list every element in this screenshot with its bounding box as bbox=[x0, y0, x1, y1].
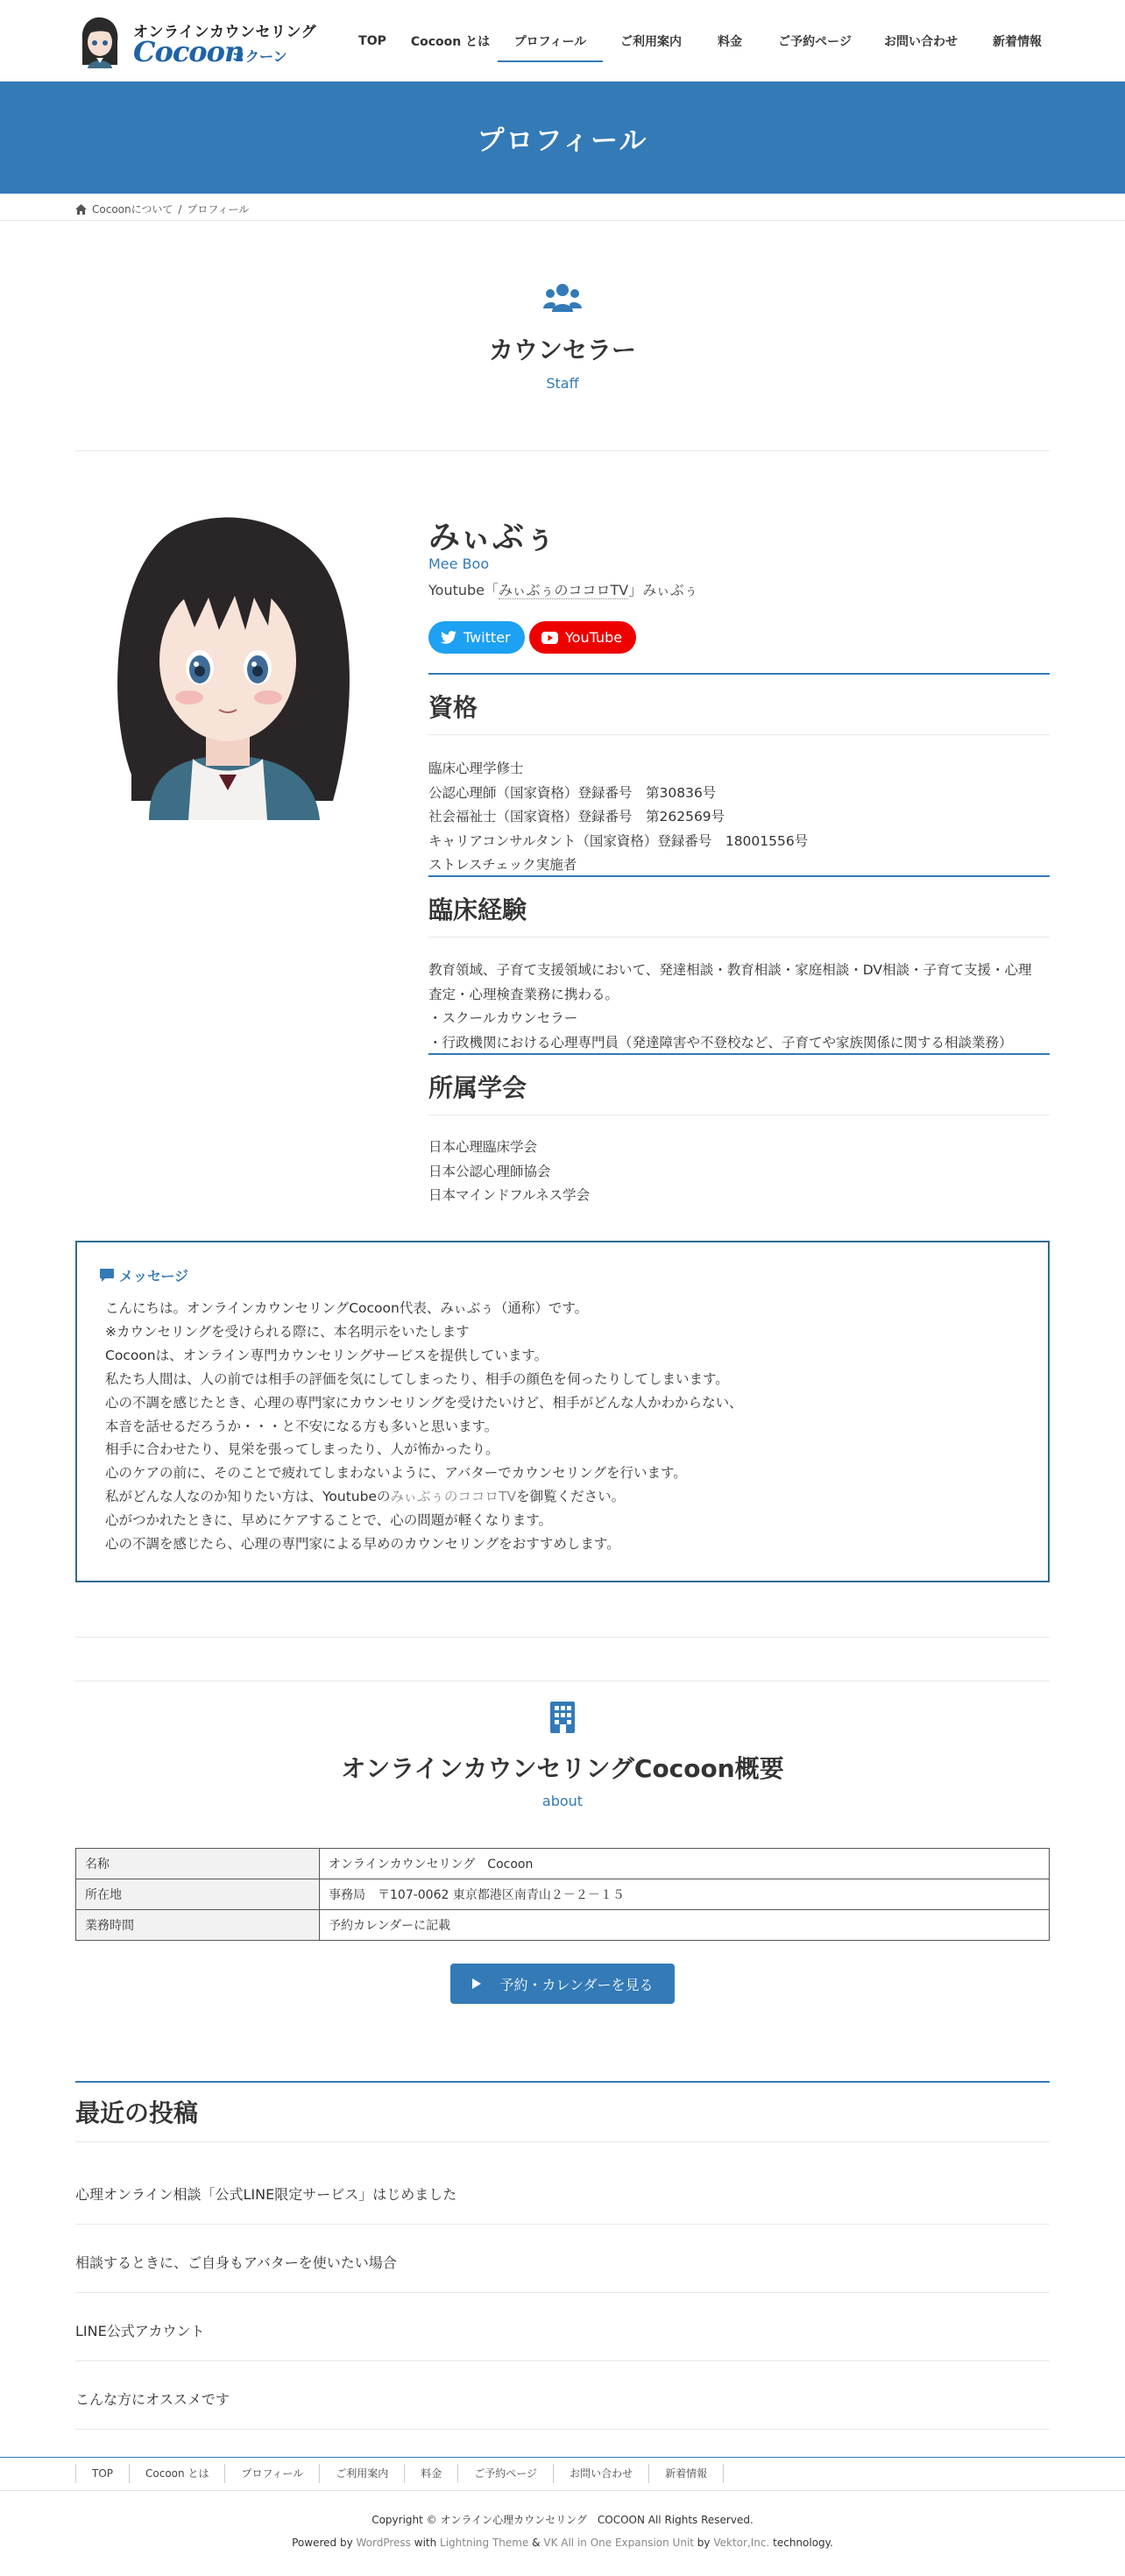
message-line: 本音を話せるだろうか・・・と不安になる方も多いと思います。 bbox=[105, 1418, 499, 1434]
footer-nav-top[interactable]: TOP bbox=[75, 2464, 129, 2483]
global-nav bbox=[342, 0, 1062, 81]
logo-tagline: オンラインカウンセリング bbox=[133, 24, 317, 41]
lightning-theme-link[interactable]: Lightning Theme bbox=[440, 2537, 529, 2549]
nav-item-about[interactable]: Cocoon とは bbox=[410, 34, 491, 49]
counselor-name-en: Mee Boo bbox=[428, 556, 490, 572]
footer-nav-guide[interactable]: ご利用案内 bbox=[319, 2464, 404, 2483]
counselor-name: みぃぶぅ bbox=[428, 520, 557, 556]
nav-item-profile[interactable]: プロフィール bbox=[498, 0, 603, 81]
breadcrumb-separator: / bbox=[178, 202, 182, 216]
societies-title: 所属学会 bbox=[428, 1073, 527, 1102]
counselor-title: カウンセラー bbox=[488, 336, 636, 364]
message-line: こんにちは。オンラインカウンセリングCocoon代表、みぃぶぅ（通称）です。 bbox=[105, 1300, 589, 1316]
view-calendar-label: 予約・カレンダーを見る bbox=[499, 1976, 654, 1993]
message-line: ※カウンセリングを受けられる際に、本名明示をいたします bbox=[105, 1323, 470, 1340]
twitter-label: Twitter bbox=[463, 629, 511, 646]
nav-item-news[interactable]: 新着情報 bbox=[993, 34, 1042, 49]
youtube-channel-line bbox=[428, 579, 698, 599]
list-item: ・スクールカウンセラー bbox=[428, 1010, 578, 1026]
powered-text: & bbox=[528, 2537, 544, 2549]
table-row bbox=[76, 1849, 1050, 1879]
clinical-title: 臨床経験 bbox=[428, 895, 527, 924]
section-divider bbox=[75, 450, 1050, 451]
footer-nav-news[interactable]: 新着情報 bbox=[648, 2464, 724, 2483]
home-icon bbox=[75, 204, 87, 215]
footer-nav bbox=[75, 2464, 724, 2483]
list-item: ストレスチェック実施者 bbox=[428, 857, 577, 873]
vk-expansion-link[interactable]: VK All in One Expansion Unit bbox=[543, 2537, 694, 2549]
message-line: Cocoonは、オンライン専門カウンセリングサービスを提供しています。 bbox=[105, 1347, 548, 1363]
clinical-list bbox=[428, 959, 1050, 1055]
table-row bbox=[76, 1910, 1050, 1941]
message-line: 心のケアの前に、そのことで疲れてしまわないように、アバターでカウンセリングを行います。 bbox=[105, 1465, 687, 1482]
counselor-avatar bbox=[96, 512, 359, 820]
breadcrumb bbox=[75, 202, 249, 216]
message-heading bbox=[100, 1265, 188, 1285]
powered-text: technology. bbox=[769, 2537, 833, 2549]
table-key: 名称 bbox=[76, 1849, 320, 1879]
message-line-prefix: 私がどんな人なのか知りたい方は、Youtubeの bbox=[105, 1489, 391, 1505]
footer-nav-contact[interactable]: お問い合わせ bbox=[553, 2464, 648, 2483]
clinical-heading bbox=[428, 875, 1050, 937]
qualifications-title: 資格 bbox=[428, 693, 478, 722]
wordpress-link[interactable]: WordPress bbox=[356, 2537, 411, 2549]
footer-nav-price[interactable]: 料金 bbox=[404, 2464, 457, 2483]
youtube-button[interactable] bbox=[529, 621, 636, 654]
youtube-icon bbox=[541, 632, 558, 644]
message-line-suffix: を御覧ください。 bbox=[516, 1489, 626, 1505]
qualifications-heading bbox=[428, 673, 1050, 734]
section-divider bbox=[75, 1637, 1050, 1638]
list-item: 教育領域、子育て支援領域において、発達相談・教育相談・家庭相談・DV相談・子育て支援・心理 bbox=[428, 962, 1032, 978]
footer-nav-about[interactable]: Cocoon とは bbox=[129, 2464, 224, 2483]
message-youtube-link[interactable]: みぃぶぅのココロTV bbox=[390, 1489, 517, 1505]
footer-nav-reservation[interactable]: ご予約ページ bbox=[457, 2464, 553, 2483]
footer-topline bbox=[0, 2457, 1125, 2458]
about-subtitle: about bbox=[541, 1793, 584, 1809]
message-line: 私たち人間は、人の前では相手の評価を気にしてしまったり、相手の顔色を伺ったりしてしまいます。 bbox=[105, 1370, 729, 1387]
powered-text: by bbox=[693, 2537, 714, 2549]
comment-icon bbox=[100, 1269, 114, 1282]
table-key: 業務時間 bbox=[76, 1910, 320, 1941]
nav-item-contact[interactable]: お問い合わせ bbox=[884, 34, 958, 49]
breadcrumb-item-about[interactable]: Cocoonについて bbox=[92, 203, 173, 216]
breadcrumb-divider bbox=[0, 220, 1125, 221]
powered-by-text bbox=[0, 2537, 1125, 2549]
counselor-heading-icon-wrap bbox=[0, 282, 1125, 314]
post-divider bbox=[75, 2292, 1050, 2293]
list-item: 臨床心理学修士 bbox=[428, 761, 524, 776]
copyright-text: Copyright © オンライン心理カウンセリング COCOON All Rights Reserved. bbox=[371, 2514, 754, 2526]
post-link[interactable]: 心理オンライン相談「公式LINE限定サービス」はじめました bbox=[75, 2186, 457, 2203]
powered-text: with bbox=[410, 2537, 441, 2549]
societies-list bbox=[428, 1136, 1050, 1208]
list-item: 日本マインドフルネス学会 bbox=[428, 1187, 591, 1203]
twitter-icon bbox=[441, 631, 456, 644]
table-value: 予約カレンダーに記載 bbox=[320, 1910, 1050, 1941]
post-divider bbox=[75, 2224, 1050, 2225]
table-key: 所在地 bbox=[76, 1879, 320, 1910]
avatar-logo-icon bbox=[75, 16, 124, 68]
youtube-label: YouTube bbox=[565, 629, 623, 646]
post-link[interactable]: こんな方にオススメです bbox=[75, 2391, 230, 2408]
message-line: 心の不調を感じたら、心理の専門家による早めのカウンセリングをおすすめします。 bbox=[105, 1536, 620, 1553]
page-title: プロフィール bbox=[477, 124, 648, 157]
powered-text: Powered by bbox=[292, 2537, 357, 2549]
about-title: オンラインカウンセリングCocoon概要 bbox=[341, 1754, 784, 1783]
message-box bbox=[75, 1241, 1050, 1582]
message-line: 心の不調を感じたとき、心理の専門家にカウンセリングを受けたいけど、相手がどんな人かわからない、 bbox=[105, 1394, 743, 1411]
table-row bbox=[76, 1879, 1050, 1910]
recent-posts-title: 最近の投稿 bbox=[75, 2098, 199, 2127]
post-link[interactable]: LINE公式アカウント bbox=[75, 2323, 205, 2339]
logo-wordmark: Cocoon bbox=[133, 35, 244, 68]
users-icon bbox=[543, 282, 582, 314]
list-item: 日本心理臨床学会 bbox=[428, 1139, 538, 1155]
list-item: ・行政機関における心理専門員（発達障害や不登校など、子育てや家族関係に関する相談業務） bbox=[428, 1034, 1013, 1051]
post-divider bbox=[75, 2429, 1050, 2430]
table-value: 事務局 〒107-0062 東京都港区南青山２－２－１５ bbox=[320, 1879, 1050, 1910]
message-line: 心がつかれたときに、早めにケアすることで、心の問題が軽くなります。 bbox=[105, 1512, 552, 1529]
list-item: 日本公認心理師協会 bbox=[428, 1163, 551, 1179]
breadcrumb-item-current: プロフィール bbox=[187, 203, 250, 216]
youtube-line-prefix: Youtube「 bbox=[428, 582, 499, 598]
page-banner bbox=[0, 81, 1125, 194]
section-divider bbox=[75, 2141, 1050, 2142]
message-title: メッセージ bbox=[119, 1268, 189, 1284]
logo-katakana: コクーン bbox=[231, 48, 287, 65]
list-item: 社会福祉士（国家資格）登録番号 第262569号 bbox=[428, 809, 725, 824]
societies-heading bbox=[428, 1053, 1050, 1115]
vektor-link[interactable]: Vektor,Inc. bbox=[713, 2537, 770, 2549]
about-table bbox=[75, 1848, 1050, 1941]
building-icon bbox=[550, 1702, 575, 1733]
footer-divider bbox=[0, 2490, 1125, 2491]
play-icon bbox=[472, 1978, 481, 1989]
recent-posts-topline bbox=[75, 2081, 1050, 2083]
table-value: オンラインカウンセリング Cocoon bbox=[320, 1849, 1050, 1879]
heading-underline bbox=[428, 937, 1050, 938]
site-logo[interactable] bbox=[75, 14, 317, 70]
heading-underline bbox=[428, 734, 1050, 735]
nav-item-reservation[interactable]: ご予約ページ bbox=[778, 34, 852, 49]
youtube-line-suffix: 」みぃぶぅ bbox=[628, 582, 698, 598]
list-item: 公認心理師（国家資格）登録番号 第30836号 bbox=[428, 784, 717, 801]
nav-item-top[interactable]: TOP bbox=[358, 33, 386, 48]
site-header bbox=[0, 0, 1125, 81]
message-line bbox=[105, 1485, 743, 1509]
list-item: 査定・心理検査業務に携わる。 bbox=[428, 986, 619, 1002]
youtube-channel-link[interactable]: みぃぶぅのココロTV bbox=[499, 582, 629, 598]
about-heading-icon-wrap bbox=[0, 1702, 1125, 1733]
view-calendar-button[interactable] bbox=[450, 1964, 675, 2004]
post-link[interactable]: 相談するときに、ご自身もアバターを使いたい場合 bbox=[75, 2254, 397, 2271]
nav-item-price[interactable]: 料金 bbox=[718, 34, 742, 49]
nav-item-guide[interactable]: ご利用案内 bbox=[620, 34, 682, 49]
message-body bbox=[105, 1297, 743, 1556]
footer-nav-profile[interactable]: プロフィール bbox=[224, 2464, 319, 2483]
qualifications-list bbox=[428, 757, 1050, 878]
list-item: キャリアコンサルタント（国家資格）登録番号 18001556号 bbox=[428, 832, 809, 849]
message-line: 相手に合わせたり、見栄を張ってしまったり、人が怖かったり。 bbox=[105, 1441, 499, 1458]
twitter-button[interactable] bbox=[428, 621, 525, 654]
post-divider bbox=[75, 2360, 1050, 2361]
counselor-subtitle: Staff bbox=[546, 375, 579, 392]
